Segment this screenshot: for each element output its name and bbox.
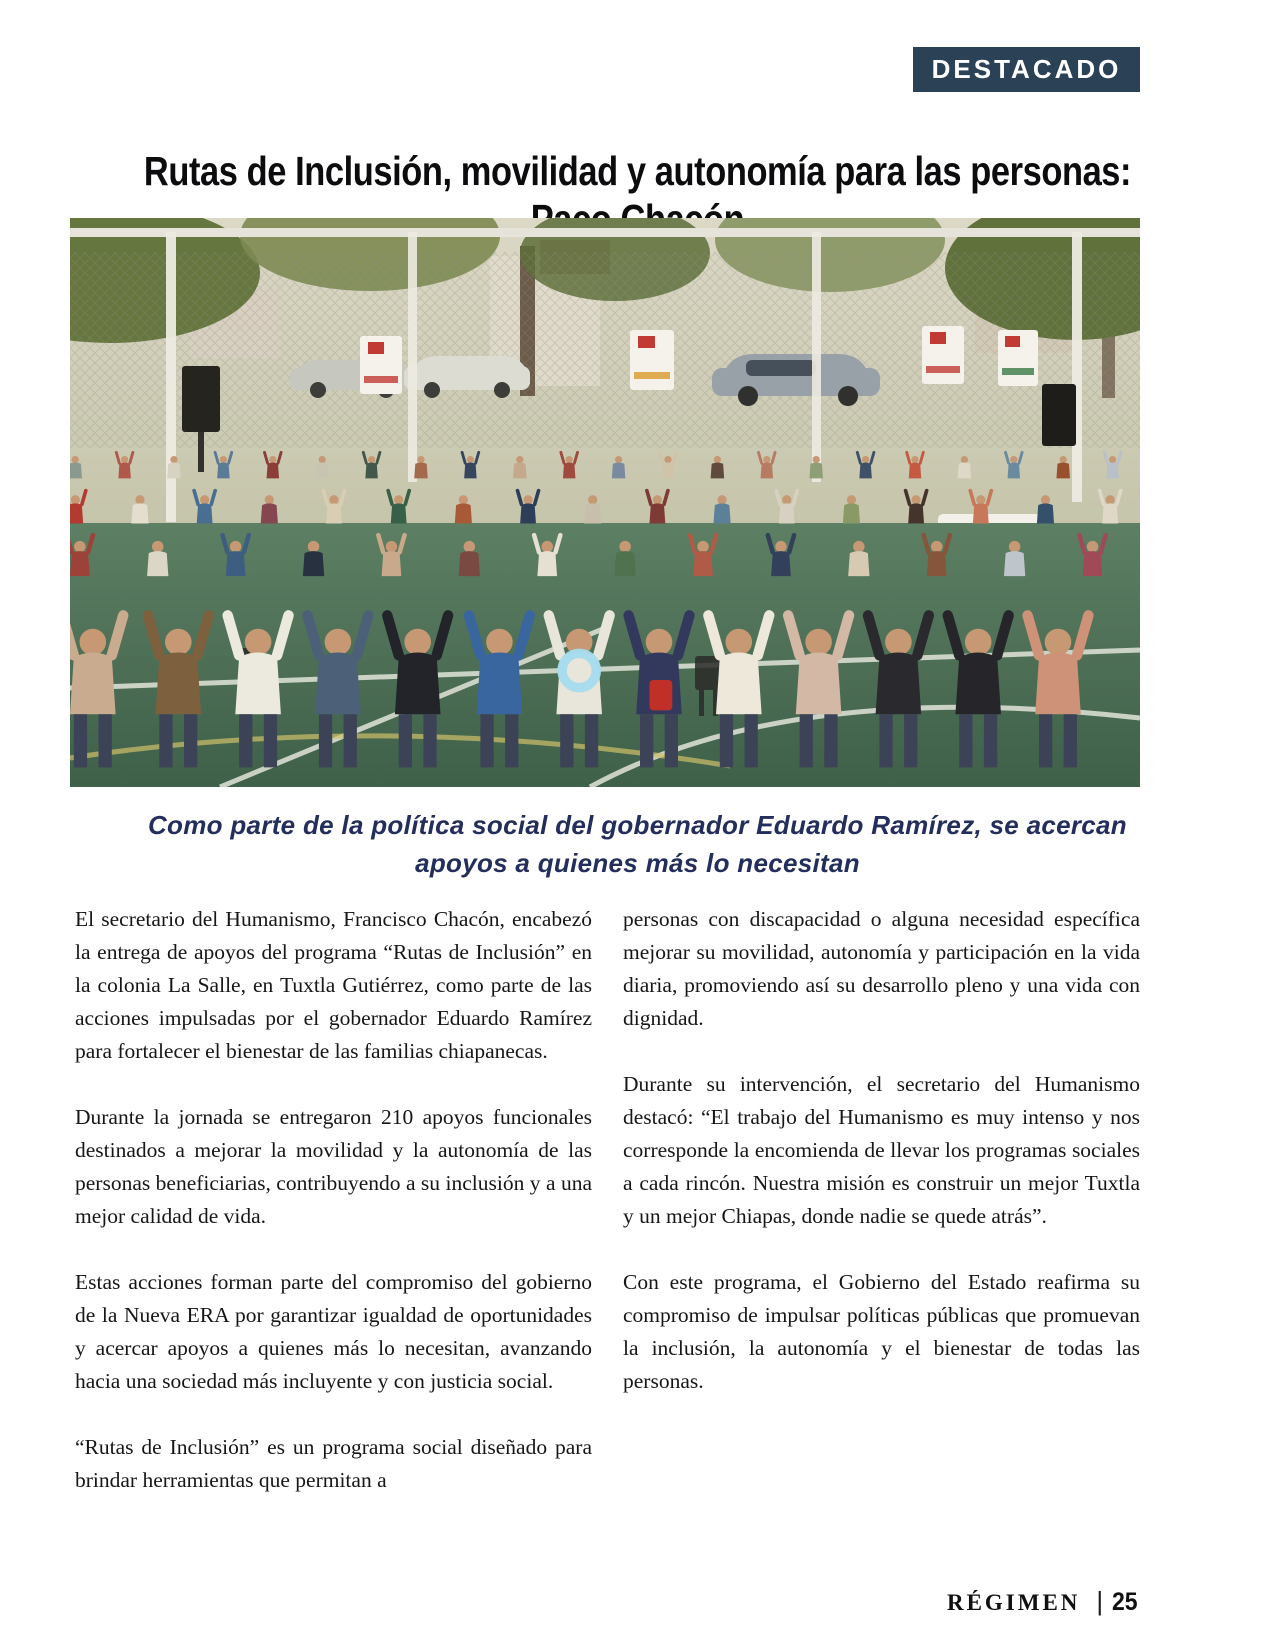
body-paragraph: Durante su intervención, el secretario del Humanismo destacó: “El trabajo del Humanismo es muy intenso y nos corresponde la encomienda de llevar los programas sociales a cada rincón. Nuestra misión es construir un mejor Tuxtla y un mejor Chiapas, donde nadie se quede atrás”. bbox=[623, 1072, 1140, 1228]
article-photo bbox=[70, 218, 1140, 787]
body-paragraph: Estas acciones forman parte del compromiso del gobierno de la Nueva ERA por garantizar igualdad de oportunidades y acercar apoyos a quienes más lo necesitan, avanzando hacia una sociedad más incluyente y con justicia social. bbox=[75, 1270, 592, 1393]
destacado-badge bbox=[913, 47, 1140, 92]
destacado-badge-label: DESTACADO bbox=[931, 54, 1122, 84]
crowd-photo-illustration bbox=[70, 218, 1140, 787]
article-subtitle bbox=[0, 806, 1275, 882]
headline-line-1: Rutas de Inclusión, movilidad y autonomía para las personas: bbox=[143, 148, 1132, 195]
magazine-name: RÉGIMEN bbox=[946, 1590, 1081, 1615]
footer-separator: | bbox=[1096, 1586, 1104, 1616]
body-paragraph: Con este programa, el Gobierno del Estado reafirma su compromiso de impulsar políticas públicas que promuevan la inclusión, la autonomía y el bienestar de todas las personas. bbox=[623, 1270, 1140, 1393]
article-body bbox=[75, 903, 1140, 1530]
body-column-left bbox=[75, 903, 592, 1530]
subtitle-line-1: Como parte de la política social del gobernador Eduardo Ramírez, se acercan bbox=[147, 810, 1127, 840]
body-paragraph: “Rutas de Inclusión” es un programa social diseñado para brindar herramientas que permitan a bbox=[75, 1435, 592, 1492]
page-number: 25 bbox=[1112, 1588, 1138, 1616]
body-paragraph: Durante la jornada se entregaron 210 apoyos funcionales destinados a mejorar la movilidad y la autonomía de las personas beneficiarias, contribuyendo a su inclusión y a una mejor calidad de vida. bbox=[75, 1105, 592, 1228]
body-paragraph: El secretario del Humanismo, Francisco Chacón, encabezó la entrega de apoyos del programa “Rutas de Inclusión” en la colonia La Salle, en Tuxtla Gutiérrez, como parte de las acciones impulsadas por el gobernador Eduardo Ramírez para fortalecer el bienestar de las familias chiapanecas. bbox=[75, 907, 592, 1063]
body-column-right bbox=[623, 903, 1140, 1530]
subtitle-line-2: apoyos a quienes más lo necesitan bbox=[415, 848, 860, 878]
page-footer bbox=[947, 1586, 1140, 1617]
body-paragraph: personas con discapacidad o alguna necesidad específica mejorar su movilidad, autonomía y participación en la vida diaria, promoviendo así su desarrollo pleno y una vida con dignidad. bbox=[623, 907, 1140, 1030]
